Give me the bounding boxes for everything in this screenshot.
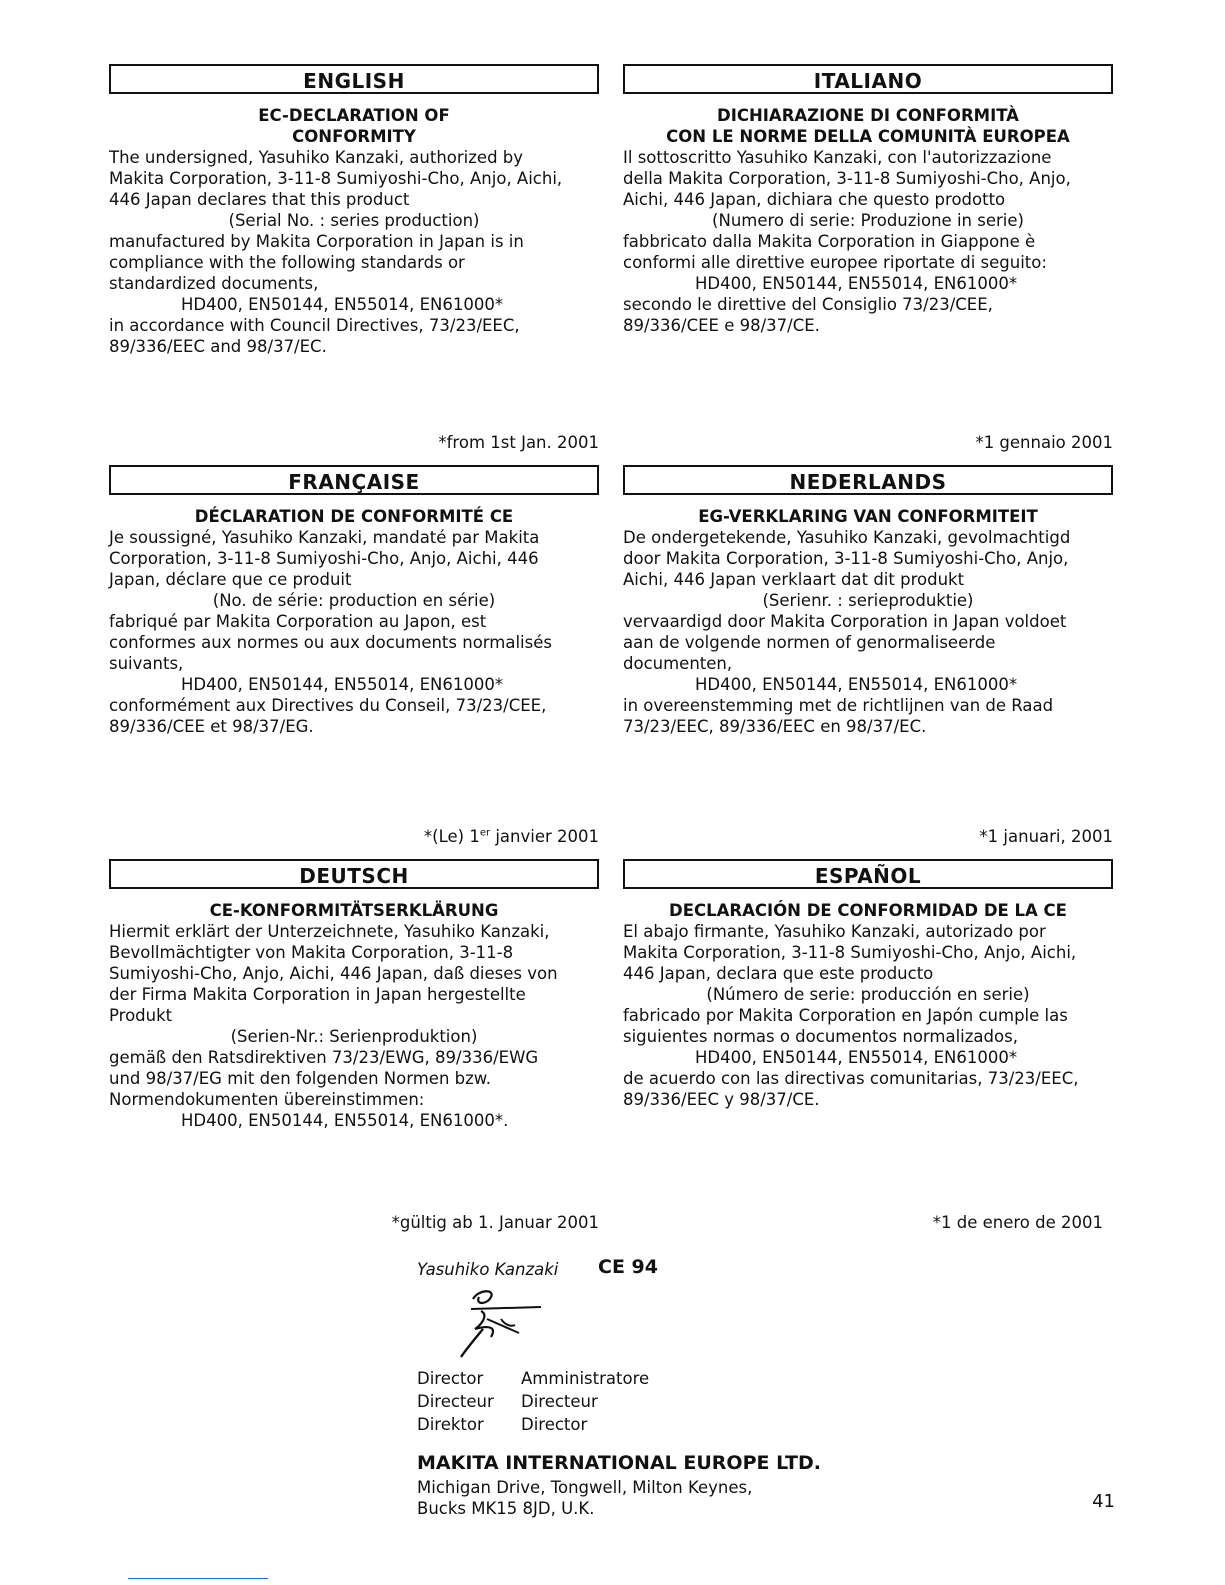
body-line: Makita Corporation, 3-11-8 Sumiyoshi-Cho, Anjo, Aichi,	[109, 169, 563, 188]
serial-line: (Serienr. : serieproduktie)	[762, 591, 974, 610]
standards-line: HD400, EN50144, EN55014, EN61000*	[695, 274, 1018, 293]
body-line: conformi alle direttive europee riportate di seguito:	[623, 253, 1047, 272]
section-english	[109, 64, 599, 357]
body-line: fabbricato dalla Makita Corporation in Giappone è	[623, 232, 1036, 251]
body-line: der Firma Makita Corporation in Japan hergestellte	[109, 985, 526, 1004]
nederlands-date: *1 januari, 2001	[979, 827, 1113, 846]
body-line: Hiermit erklärt der Unterzeichnete, Yasuhiko Kanzaki,	[109, 922, 550, 941]
section-francaise	[109, 465, 599, 737]
standards-line: HD400, EN50144, EN55014, EN61000*	[695, 1048, 1018, 1067]
body-line: compliance with the following standards or	[109, 253, 465, 272]
section-title: EG-VERKLARING VAN CONFORMITEIT	[698, 507, 1038, 526]
section-title: DÉCLARATION DE CONFORMITÉ CE	[194, 507, 514, 526]
body-line: Aichi, 446 Japan verklaart dat dit produkt	[623, 570, 965, 589]
body-line: Normendokumenten übereinstimmen:	[109, 1090, 425, 1109]
title-director-fr: Directeur	[417, 1392, 494, 1411]
standards-line: HD400, EN50144, EN55014, EN61000*	[181, 295, 504, 314]
body-line: 446 Japan, declara que este producto	[623, 964, 934, 983]
body-line: gemäß den Ratsdirektiven 73/23/EWG, 89/336/EWG	[109, 1048, 539, 1067]
body-line: vervaardigd door Makita Corporation in Japan voldoet	[623, 612, 1067, 631]
standards-line: HD400, EN50144, EN55014, EN61000*	[695, 675, 1018, 694]
espanol-date: *1 de enero de 2001	[932, 1213, 1103, 1232]
body-line: Japan, déclare que ce produit	[109, 570, 352, 589]
body-line: Je soussigné, Yasuhiko Kanzaki, mandaté par Makita	[109, 528, 540, 547]
section-header: ITALIANO	[623, 64, 1113, 94]
signatory-name: Yasuhiko Kanzaki	[417, 1260, 559, 1279]
body-line: 73/23/EEC, 89/336/EEC en 98/37/EC.	[623, 717, 927, 736]
page-number: 41	[1092, 1491, 1115, 1512]
serial-line: (Serial No. : series production)	[228, 211, 480, 230]
section-deutsch	[109, 859, 599, 1131]
section-header: FRANÇAISE	[109, 465, 599, 495]
body-line: documenten,	[623, 654, 733, 673]
francaise-date: *(Le) 1er janvier 2001	[423, 827, 599, 846]
body-line: und 98/37/EG mit den folgenden Normen bzw.	[109, 1069, 492, 1088]
body-line: Makita Corporation, 3-11-8 Sumiyoshi-Cho, Anjo, Aichi,	[623, 943, 1077, 962]
body-line: Aichi, 446 Japan, dichiara che questo prodotto	[623, 190, 1006, 209]
title-director-en: Director	[417, 1369, 484, 1388]
body-line: in overeenstemming met de richtlijnen van de Raad	[623, 696, 1054, 715]
title-director-es: Director	[521, 1415, 588, 1434]
body-line: suivants,	[109, 654, 184, 673]
body-line: fabricado por Makita Corporation en Japón cumple las	[623, 1006, 1068, 1025]
title-director-nl: Directeur	[521, 1392, 598, 1411]
body-line: siguientes normas o documentos normalizados,	[623, 1027, 1018, 1046]
body-line: Il sottoscritto Yasuhiko Kanzaki, con l'autorizzazione	[623, 148, 1052, 167]
italiano-date: *1 gennaio 2001	[975, 433, 1113, 452]
ce-mark: CE 94	[598, 1256, 658, 1278]
body-line: 89/336/CEE e 98/37/CE.	[623, 316, 820, 335]
section-nederlands	[623, 465, 1113, 737]
section-header: DEUTSCH	[109, 859, 599, 889]
body-line: aan de volgende normen of genormaliseerde	[623, 633, 996, 652]
serial-line: (Número de serie: producción en serie)	[706, 985, 1030, 1004]
body-line: della Makita Corporation, 3-11-8 Sumiyoshi-Cho, Anjo,	[623, 169, 1071, 188]
body-line: in accordance with Council Directives, 73/23/EEC,	[109, 316, 520, 335]
body-line: door Makita Corporation, 3-11-8 Sumiyoshi-Cho, Anjo,	[623, 549, 1069, 568]
company-name: MAKITA INTERNATIONAL EUROPE LTD.	[417, 1452, 822, 1474]
body-line: conformément aux Directives du Conseil, 73/23/CEE,	[109, 696, 547, 715]
section-italiano	[623, 64, 1113, 336]
body-line: El abajo firmante, Yasuhiko Kanzaki, autorizado por	[623, 922, 1046, 941]
body-line: secondo le direttive del Consiglio 73/23/CEE,	[623, 295, 993, 314]
section-title: DECLARACIÓN DE CONFORMIDAD DE LA CE	[669, 901, 1067, 920]
section-espanol	[623, 859, 1113, 1110]
body-line: The undersigned, Yasuhiko Kanzaki, authorized by	[109, 148, 524, 167]
serial-line: (Numero di serie: Produzione in serie)	[712, 211, 1024, 230]
section-title: EC-DECLARATION OF CONFORMITY	[258, 106, 450, 146]
body-line: 89/336/CEE et 98/37/EG.	[109, 717, 314, 736]
section-header: ESPAÑOL	[623, 859, 1113, 889]
standards-line: HD400, EN50144, EN55014, EN61000*.	[181, 1111, 509, 1130]
title-director-de: Direktor	[417, 1415, 484, 1434]
body-line: conformes aux normes ou aux documents normalisés	[109, 633, 552, 652]
body-line: de acuerdo con las directivas comunitarias, 73/23/EEC,	[623, 1069, 1079, 1088]
deutsch-date: *gültig ab 1. Januar 2001	[391, 1213, 599, 1232]
body-line: Sumiyoshi-Cho, Anjo, Aichi, 446 Japan, daß dieses von	[109, 964, 558, 983]
serial-line: (No. de série: production en série)	[212, 591, 496, 610]
company-address-line: Michigan Drive, Tongwell, Milton Keynes,	[417, 1478, 753, 1497]
standards-line: HD400, EN50144, EN55014, EN61000*	[181, 675, 504, 694]
serial-line: (Serien-Nr.: Serienproduktion)	[230, 1027, 478, 1046]
handwritten-signature	[445, 1285, 545, 1363]
title-director-it: Amministratore	[521, 1369, 650, 1388]
section-title: DICHIARAZIONE DI CONFORMITÀ CON LE NORME DELLA COMUNITÀ EUROPEA	[666, 106, 1070, 146]
section-header: ENGLISH	[109, 64, 599, 94]
body-line: Produkt	[109, 1006, 173, 1025]
english-date: *from 1st Jan. 2001	[438, 433, 599, 452]
bottom-rule	[128, 1578, 268, 1579]
section-title: CE-KONFORMITÄTSERKLÄRUNG	[209, 901, 499, 920]
body-line: manufactured by Makita Corporation in Japan is in	[109, 232, 524, 251]
body-line: standardized documents,	[109, 274, 319, 293]
body-line: 89/336/EEC y 98/37/CE.	[623, 1090, 820, 1109]
body-line: 446 Japan declares that this product	[109, 190, 410, 209]
body-line: Bevollmächtigter von Makita Corporation, 3-11-8	[109, 943, 514, 962]
body-line: fabriqué par Makita Corporation au Japon, est	[109, 612, 487, 631]
company-address-line: Bucks MK15 8JD, U.K.	[417, 1499, 595, 1518]
body-line: Corporation, 3-11-8 Sumiyoshi-Cho, Anjo, Aichi, 446	[109, 549, 539, 568]
body-line: 89/336/EEC and 98/37/EC.	[109, 337, 327, 356]
body-line: De ondergetekende, Yasuhiko Kanzaki, gevolmachtigd	[623, 528, 1071, 547]
section-header: NEDERLANDS	[623, 465, 1113, 495]
